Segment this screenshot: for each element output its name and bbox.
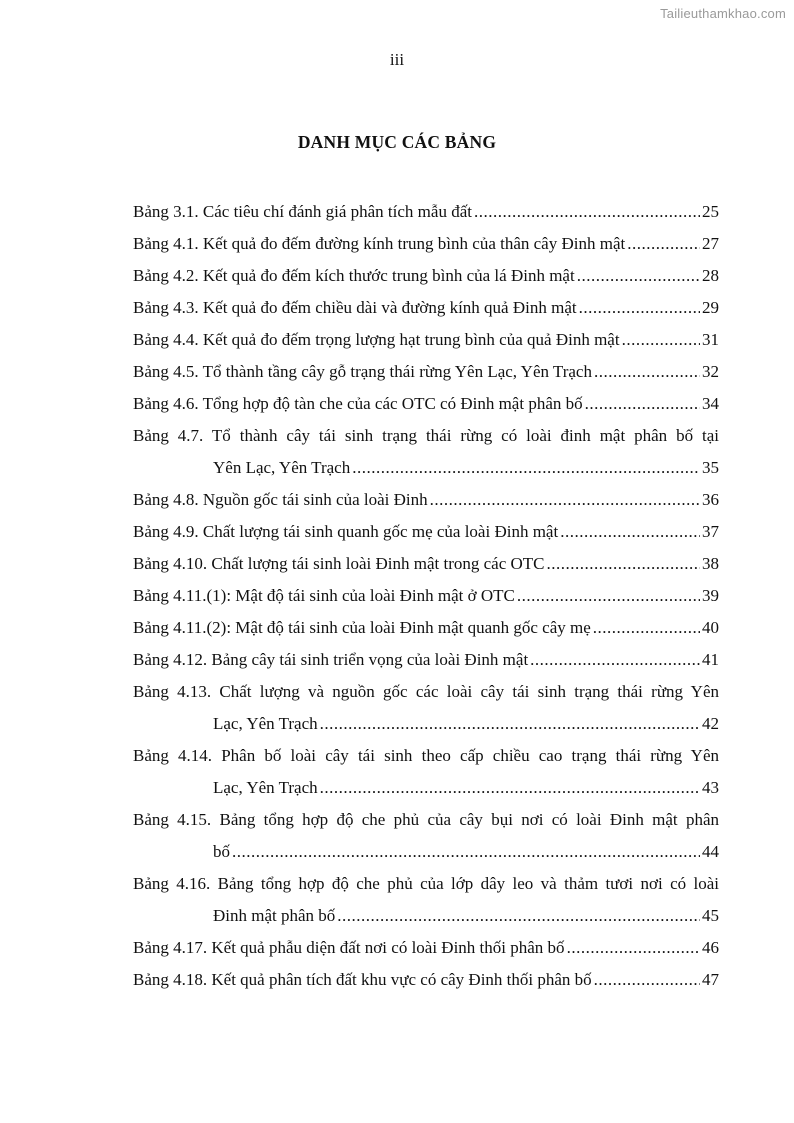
toc-entry-title: Lạc, Yên Trạch [213,714,318,733]
toc-entry-page: 45 [702,906,719,925]
toc-entry-title: Bảng 4.12. Bảng cây tái sinh triển vọng của loài Đinh mật [133,650,529,669]
toc-dot-leader [530,644,700,676]
toc-entry [133,324,719,356]
toc-entry-line [133,932,719,964]
watermark: Tailieuthamkhao.com [660,6,786,21]
toc-entry-line [133,516,719,548]
toc-dot-leader [352,452,700,484]
toc-entry-title: Bảng 4.6. Tổng hợp độ tàn che của các OTC có Đinh mật phân bố [133,394,583,413]
toc-entry-title: Bảng 4.5. Tổ thành tầng cây gỗ trạng thái rừng Yên Lạc, Yên Trạch [133,362,592,381]
toc-entry [133,228,719,260]
toc-entry-line [133,836,719,868]
toc-entry-page: 46 [702,938,719,957]
toc-dot-leader [594,964,700,996]
toc-entry-line [133,356,719,388]
toc-entry [133,644,719,676]
toc-entry-title: bố [213,842,230,861]
toc-entry-first-line: Bảng 4.14. Phân bố loài cây tái sinh theo cấp chiều cao trạng thái rừng Yên [133,746,719,765]
toc-entry [133,484,719,516]
toc-entry-page: 41 [702,650,719,669]
toc-dot-leader [585,388,700,420]
toc-entry-line [133,900,719,932]
toc-entry-title: Lạc, Yên Trạch [213,778,318,797]
page-title: DANH MỤC CÁC BẢNG [297,132,497,152]
toc-entry [133,804,719,868]
toc-entry-page: 35 [702,458,719,477]
toc-entry-line [133,548,719,580]
toc-entry-first-line: Bảng 4.7. Tổ thành cây tái sinh trạng thái rừng có loài đinh mật phân bố tại [133,426,719,445]
toc-entry-page: 38 [702,554,719,573]
toc-entry-line [133,484,719,516]
toc-entry [133,676,719,740]
toc-dot-leader [593,612,700,644]
toc-dot-leader [560,516,700,548]
toc-entry-title: Yên Lạc, Yên Trạch [213,458,351,477]
toc-entry-page: 37 [702,522,719,541]
toc-dot-leader [320,708,700,740]
toc-dot-leader [567,932,700,964]
toc-entry-page: 28 [702,266,719,285]
toc-entry-page: 29 [702,298,719,317]
toc-entry-line [133,964,719,996]
toc-dot-leader [627,228,700,260]
toc-entry-title: Bảng 4.10. Chất lượng tái sinh loài Đinh mật trong các OTC [133,554,545,573]
toc-entry [133,612,719,644]
toc-entry-page: 34 [702,394,719,413]
toc-entry-line [133,644,719,676]
toc-entry-title: Đinh mật phân bố [213,906,336,925]
page-number: iii [389,50,405,69]
toc-entry-first-line: Bảng 4.16. Bảng tổng hợp độ che phủ của lớp dây leo và thảm tươi nơi có loài [133,874,719,893]
toc-entry-page: 40 [702,618,719,637]
toc-entry-page: 32 [702,362,719,381]
toc-entry-line [133,580,719,612]
toc-dot-leader [622,324,700,356]
toc-dot-leader [577,260,700,292]
toc-entry-title: Bảng 4.17. Kết quả phẫu diện đất nơi có loài Đinh thối phân bố [133,938,565,957]
toc-entry [133,932,719,964]
toc-dot-leader [320,772,700,804]
toc-entry-page: 42 [702,714,719,733]
toc-entry-page: 39 [702,586,719,605]
toc-dot-leader [474,196,700,228]
toc-entry-line [133,324,719,356]
toc-entry-line [133,292,719,324]
toc-entry-title: Bảng 4.9. Chất lượng tái sinh quanh gốc mẹ của loài Đinh mật [133,522,559,541]
toc-entry [133,964,719,996]
toc-entry-line [133,388,719,420]
toc-entry [133,580,719,612]
toc-entry-title: Bảng 4.1. Kết quả đo đếm đường kính trung bình của thân cây Đinh mật [133,234,626,253]
toc-entry-line [133,772,719,804]
toc-entry-title: Bảng 4.3. Kết quả đo đếm chiều dài và đường kính quả Đinh mật [133,298,577,317]
toc-dot-leader [579,292,700,324]
toc-entry [133,516,719,548]
toc-entry [133,740,719,804]
toc-entry [133,292,719,324]
toc-entry-line [133,612,719,644]
toc-entry [133,260,719,292]
toc-entry-page: 44 [702,842,719,861]
toc-entry-title: Bảng 3.1. Các tiêu chí đánh giá phân tích mẫu đất [133,202,472,221]
toc-entry-first-line: Bảng 4.13. Chất lượng và nguồn gốc các loài cây tái sinh trạng thái rừng Yên [133,682,719,701]
toc-entry [133,196,719,228]
toc-dot-leader [547,548,700,580]
toc-entry-line [133,708,719,740]
toc-entry-line [133,452,719,484]
toc-entry-title: Bảng 4.11.(2): Mật độ tái sinh của loài Đinh mật quanh gốc cây mẹ [133,618,591,637]
toc-entry-page: 43 [702,778,719,797]
toc-entry-line [133,196,719,228]
toc-entry-line [133,228,719,260]
toc-entry [133,356,719,388]
toc-entry-page: 31 [702,330,719,349]
toc-dot-leader [430,484,700,516]
toc-entry-page: 27 [702,234,719,253]
toc-entry [133,868,719,932]
toc-dot-leader [594,356,700,388]
toc-entry-title: Bảng 4.2. Kết quả đo đếm kích thước trung bình của lá Đinh mật [133,266,575,285]
toc-entry-line [133,260,719,292]
toc-entry-first-line: Bảng 4.15. Bảng tổng hợp độ che phủ của cây bụi nơi có loài Đinh mật phân [133,810,719,829]
toc-entry-title: Bảng 4.11.(1): Mật độ tái sinh của loài Đinh mật ở OTC [133,586,515,605]
toc-entry [133,388,719,420]
toc-entry [133,548,719,580]
toc-entry-title: Bảng 4.8. Nguồn gốc tái sinh của loài Đinh [133,490,428,509]
toc-entry-page: 47 [702,970,719,989]
table-of-contents [133,196,719,996]
toc-dot-leader [232,836,700,868]
toc-entry-title: Bảng 4.18. Kết quả phân tích đất khu vực có cây Đinh thối phân bố [133,970,592,989]
toc-entry-page: 36 [702,490,719,509]
toc-entry-title: Bảng 4.4. Kết quả đo đếm trọng lượng hạt trung bình của quả Đinh mật [133,330,620,349]
toc-entry-page: 25 [702,202,719,221]
toc-dot-leader [337,900,700,932]
toc-entry [133,420,719,484]
toc-dot-leader [517,580,700,612]
